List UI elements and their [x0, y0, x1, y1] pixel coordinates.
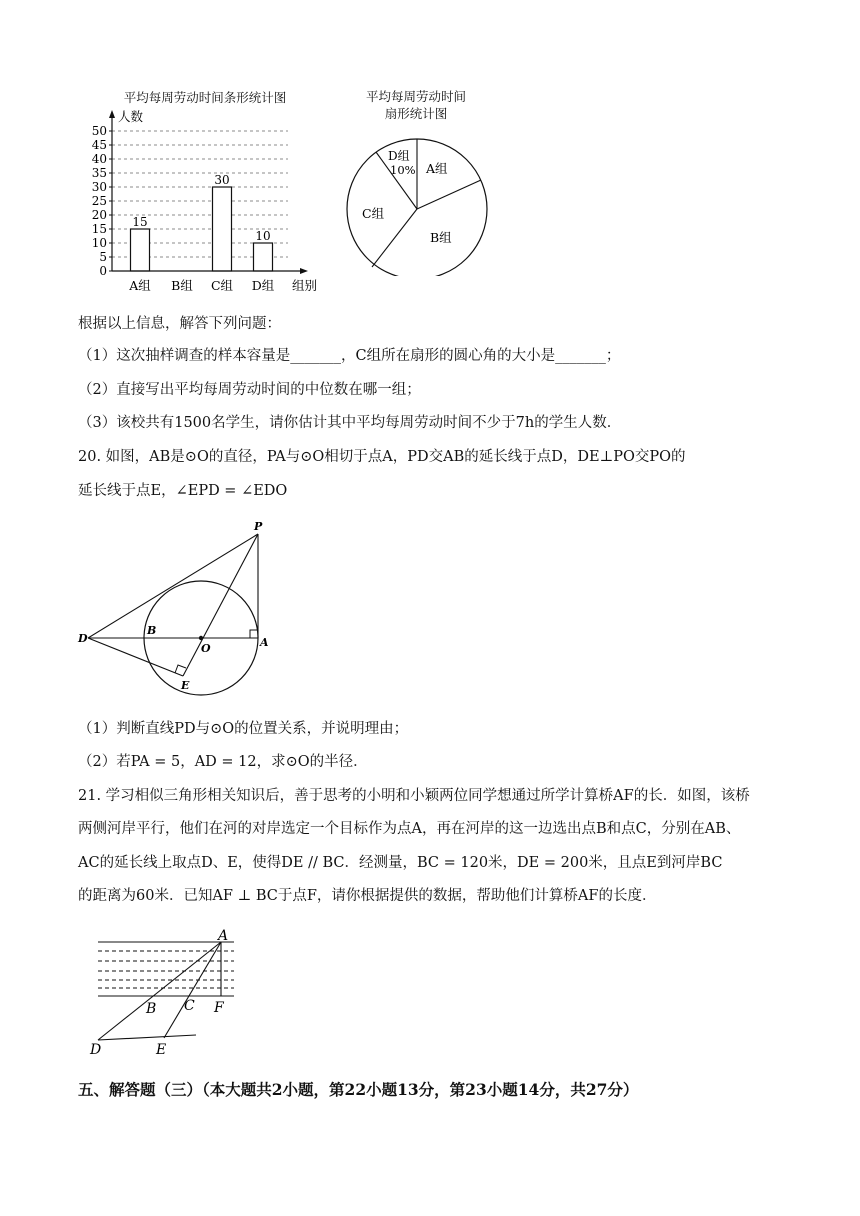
pie-chart [340, 136, 494, 276]
label-a: A [260, 636, 269, 649]
q20-line1: 20. 如图，AB是⊙O的直径，PA与⊙O相切于点A，PD交AB的延长线于点D，DE⊥PO交PO的 [78, 449, 686, 465]
bar-3 [213, 187, 232, 271]
segment-dp [88, 534, 258, 638]
right-angle-e [175, 665, 186, 673]
line-ad [98, 942, 221, 1040]
ytick-label-20: 20 [91, 208, 107, 222]
ytick-label-45: 45 [91, 138, 107, 152]
pie-chart-title-line1: 平均每周劳动时间 [365, 89, 466, 104]
segment-de [98, 1035, 196, 1040]
pie-chart-title [346, 88, 486, 122]
q20-part1: （1）判断直线PD与⊙O的位置关系，并说明理由； [78, 721, 409, 737]
q19-part2: （2）直接写出平均每周劳动时间的中位数在哪一组； [78, 382, 421, 398]
label-f: F [214, 1000, 224, 1016]
q21-line4: 的距离为60米．已知AF ⊥ BC于点F，请你根据提供的数据，帮助他们计算桥AF的长度． [78, 888, 657, 904]
center-point-o [199, 636, 203, 640]
right-angle-a [250, 630, 258, 638]
label-p: P [254, 520, 263, 533]
section5-heading: 五、解答题（三）（本大题共2小题，第22小题13分，第23小题14分，共27分） [78, 1080, 639, 1099]
pie-label-d: D组 [388, 149, 410, 163]
label-c: C [184, 998, 195, 1014]
q19-part3: （3）该校共有1500名学生，请你估计其中平均每周劳动时间不少于7h的学生人数． [78, 415, 622, 431]
label-b: B [146, 1001, 157, 1017]
bar-chart-ytick-labels [92, 124, 112, 278]
q21-line2: 两侧河岸平行，他们在河的对岸选定一个目标作为点A，再在河岸的这一边选出点B和点C，分别在AB、 [78, 821, 741, 837]
q20-line2: 延长线于点E，∠EPD = ∠EDO [78, 483, 288, 499]
pie-divider-a-b [417, 180, 481, 209]
category-label-3: C组 [210, 278, 234, 293]
label-o: O [201, 642, 211, 655]
bar-chart [78, 104, 328, 300]
q21-line1: 21. 学习相似三角形相关知识后，善于思考的小明和小颖两位同学想通过所学计算桥AF的长．如图，该桥 [78, 788, 750, 804]
q20-part2: （2）若PA = 5，AD = 12，求⊙O的半径． [78, 754, 368, 770]
ytick-label-30: 30 [91, 180, 107, 194]
bar-4 [254, 243, 273, 271]
bar-chart-value-labels [132, 173, 270, 243]
ytick-label-0: 0 [99, 264, 107, 278]
label-a: A [218, 928, 229, 944]
bar-value-label-1: 15 [132, 215, 148, 229]
category-label-1: A组 [129, 278, 151, 293]
bar-chart-category-labels [128, 278, 275, 293]
ytick-label-25: 25 [91, 194, 107, 208]
label-b: B [147, 624, 157, 637]
q19-part1: （1）这次抽样调查的样本容量是_______，C组所在扇形的圆心角的大小是_______； [78, 348, 621, 364]
pie-label-c: C组 [362, 206, 385, 221]
x-axis-label: 组别 [292, 278, 318, 293]
pie-label-a: A组 [426, 161, 448, 176]
label-d: D [78, 632, 88, 645]
q21-line3: AC的延长线上取点D、E，使得DE // BC．经测量，BC = 120米，DE = 200米，且点E到河岸BC [78, 855, 723, 871]
bar-1 [131, 229, 150, 271]
pie-chart-title-line2: 扇形统计图 [384, 106, 448, 121]
y-axis-arrow [109, 110, 115, 118]
y-axis-label: 人数 [118, 109, 144, 124]
x-axis-arrow [300, 268, 308, 274]
ytick-label-10: 10 [91, 236, 107, 250]
pie-label-b: B组 [430, 230, 452, 245]
q19-intro: 根据以上信息，解答下列问题： [78, 316, 281, 332]
line-ae [164, 942, 221, 1038]
ytick-label-5: 5 [99, 250, 107, 264]
label-e: E [181, 679, 190, 692]
label-e: E [156, 1042, 167, 1058]
ytick-label-15: 15 [91, 222, 107, 236]
q20-figure [74, 518, 274, 698]
bar-value-label-4: 10 [255, 229, 271, 243]
bar-chart-title: 平均每周劳动时间条形统计图 [123, 90, 287, 105]
label-d: D [90, 1042, 102, 1058]
segment-de [88, 638, 183, 676]
category-label-2: B组 [171, 278, 193, 293]
pie-label-d-percent: 10% [390, 163, 416, 177]
bar-value-label-3: 30 [214, 173, 230, 187]
ytick-label-35: 35 [91, 166, 107, 180]
q21-figure [84, 922, 254, 1058]
ytick-label-40: 40 [91, 152, 107, 166]
category-label-4: D组 [251, 278, 275, 293]
ytick-label-50: 50 [91, 124, 107, 138]
